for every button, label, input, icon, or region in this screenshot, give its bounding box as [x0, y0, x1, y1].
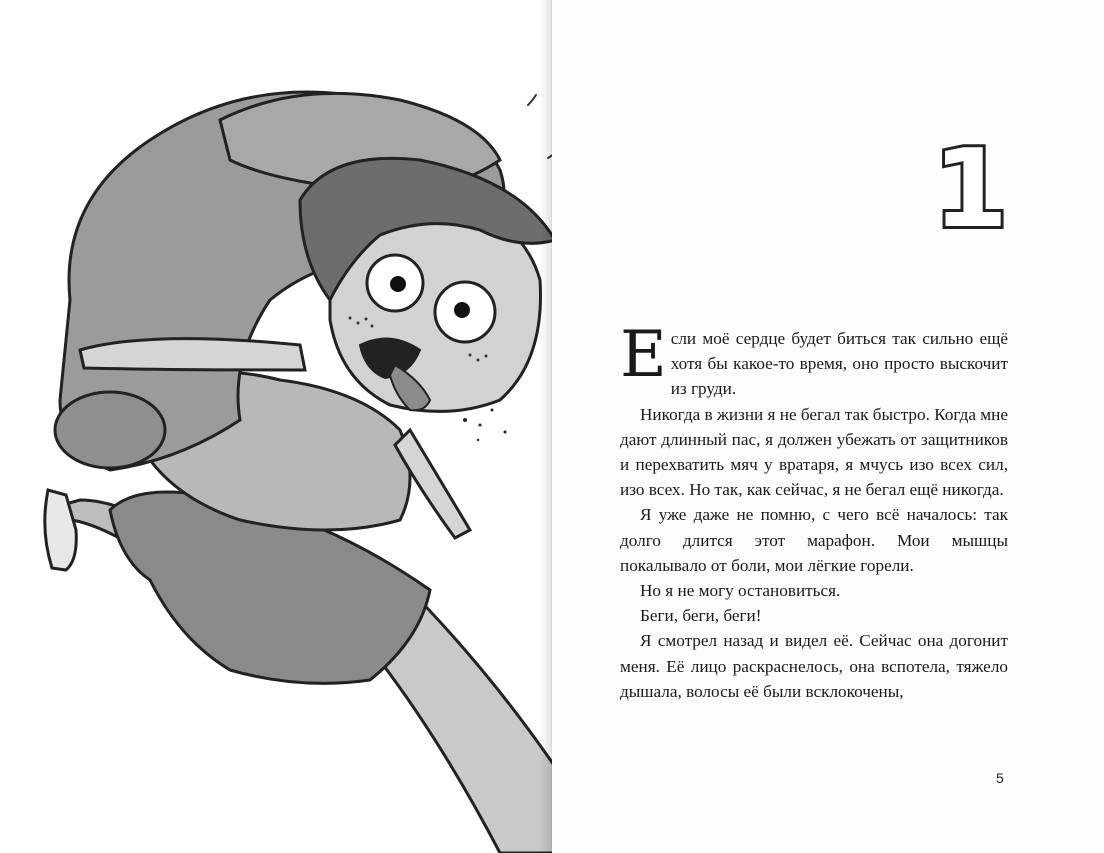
- arm-left: [80, 339, 305, 370]
- paragraph: [620, 318, 1008, 402]
- page-number: 5: [996, 770, 1004, 786]
- chapter-body: [620, 318, 1008, 704]
- spit-drops: [463, 409, 507, 442]
- paragraph: Я смотрел назад и видел её. Сейчас она догонит меня. Её лицо раскраснелось, она вспотела, тяжело дышала, волосы её были всклокочены,: [620, 631, 1008, 701]
- paragraph: Никогда в жизни я не бегал так быстро. Когда мне дают длинный пас, я должен убежать от защитников и перехватить мяч у вратаря, я мчусь изо всех сил, изо всех. Но так, как сейчас, я не бегал ещё никогда.: [620, 404, 1008, 500]
- drop-cap: Е: [620, 318, 667, 392]
- paragraph-text: сли моё сердце будет биться так сильно ещё хотя бы какое-то время, оно просто выскочит из груди.: [670, 329, 1008, 399]
- paragraph: Я уже даже не помню, с чего всё началось: так долго длится этот марафон. Мои мышцы покалывало от боли, мои лёгкие горели.: [620, 505, 1008, 575]
- backpack-pocket: [55, 392, 165, 468]
- paragraph: Беги, беги, беги!: [640, 606, 762, 626]
- paragraph: Но я не могу остановиться.: [640, 581, 841, 601]
- chapter-number: 1: [932, 127, 1008, 252]
